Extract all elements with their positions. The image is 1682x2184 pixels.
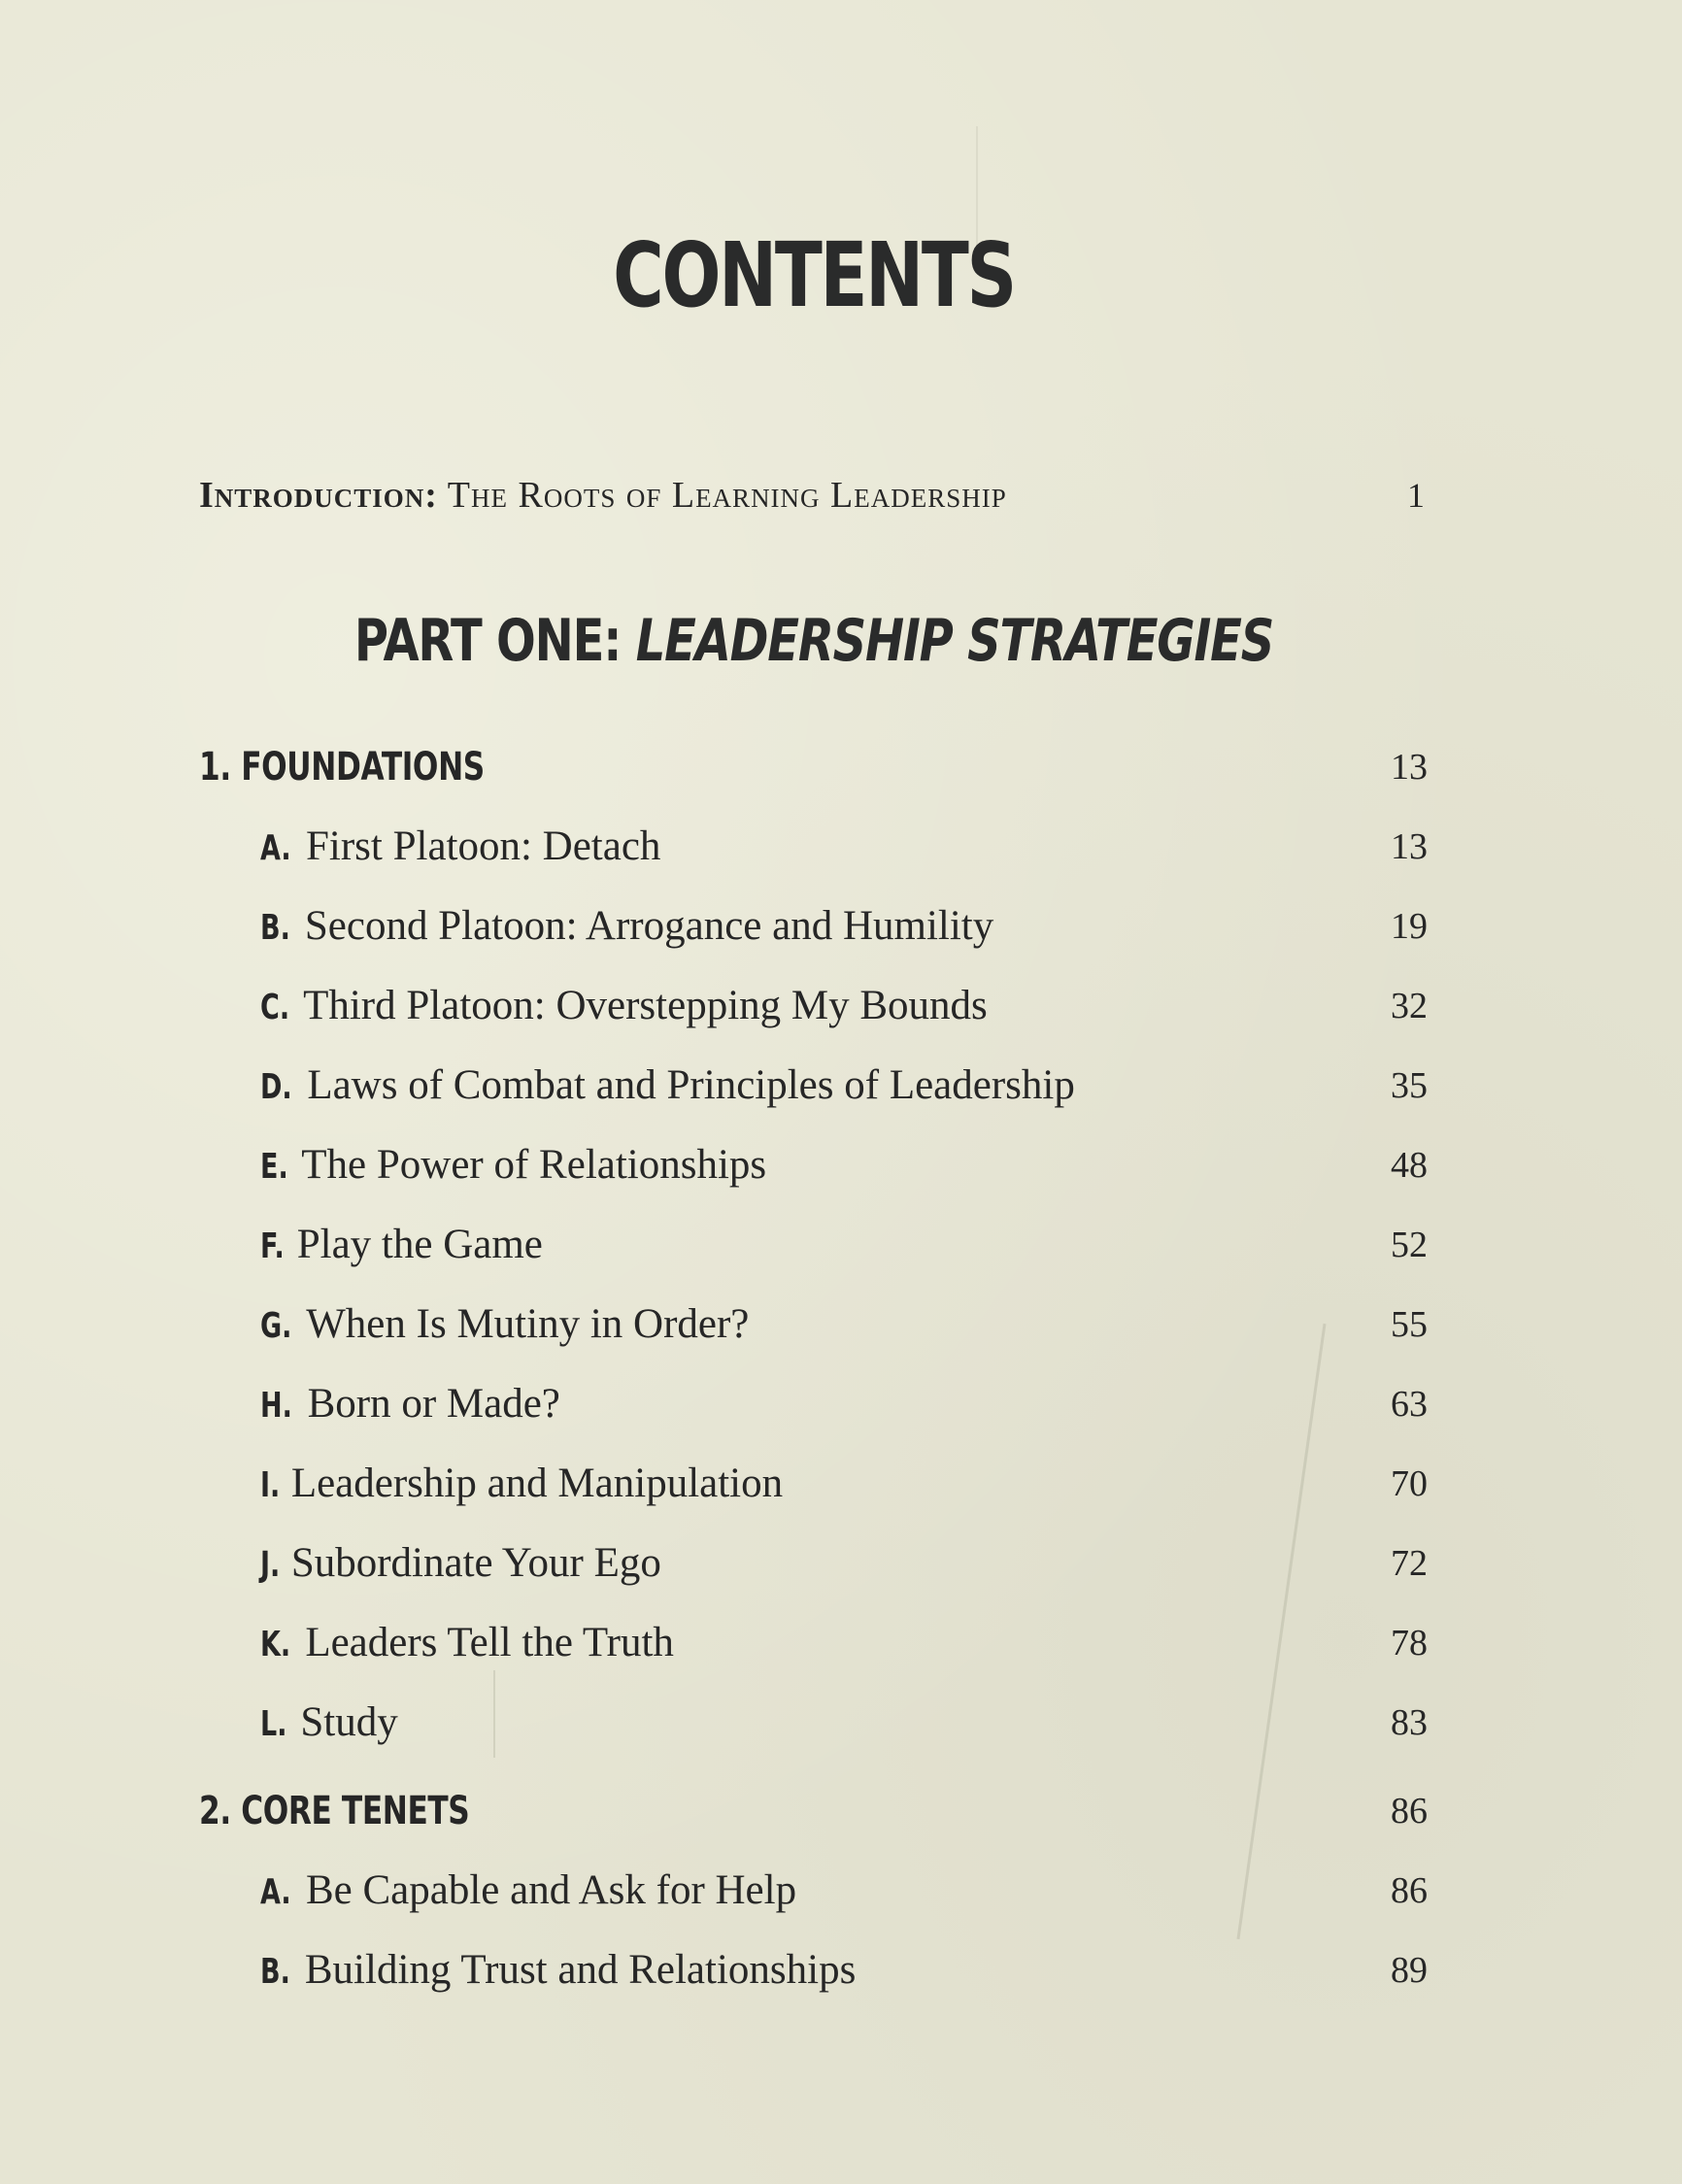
section-page-number: 89 xyxy=(1391,1950,1428,1991)
section-title: The Power of Relationships xyxy=(301,1142,767,1188)
section-page-number: 55 xyxy=(1391,1304,1428,1345)
section-letter: A. xyxy=(260,828,291,868)
toc-section xyxy=(260,1457,1428,1511)
part-heading-prefix: PART ONE: xyxy=(353,607,636,675)
page-title: CONTENTS xyxy=(613,223,1015,327)
chapter-label: 1. FOUNDATIONS xyxy=(199,745,485,790)
toc-introduction xyxy=(199,471,1425,520)
section-letter: B. xyxy=(260,908,290,948)
chapter-page-number: 86 xyxy=(1391,1791,1428,1831)
toc-section xyxy=(260,1696,1428,1750)
toc-section xyxy=(260,1377,1428,1431)
section-letter: E. xyxy=(260,1147,288,1187)
section-page-number: 13 xyxy=(1391,826,1428,867)
introduction-label-bold: Introduction: xyxy=(199,475,438,516)
section-page-number: 52 xyxy=(1391,1225,1428,1265)
section-letter: A. xyxy=(260,1872,291,1912)
section-page-number: 78 xyxy=(1391,1623,1428,1663)
toc-section xyxy=(260,1218,1428,1272)
section-letter: K. xyxy=(260,1625,291,1664)
section-title: Play the Game xyxy=(296,1222,543,1267)
section-title: Third Platoon: Overstepping My Bounds xyxy=(303,983,988,1028)
section-title: Be Capable and Ask for Help xyxy=(305,1867,797,1913)
section-letter: D. xyxy=(260,1067,292,1107)
section-letter: F. xyxy=(260,1226,285,1266)
section-page-number: 86 xyxy=(1391,1870,1428,1911)
section-letter: I. xyxy=(260,1465,281,1505)
section-title: Second Platoon: Arrogance and Humility xyxy=(304,903,994,949)
introduction-label xyxy=(199,475,1007,516)
toc-section xyxy=(260,1864,1428,1918)
introduction-label-rest: The Roots of Learning Leadership xyxy=(437,475,1007,516)
toc-section xyxy=(260,1297,1428,1352)
section-title: Laws of Combat and Principles of Leadership xyxy=(307,1062,1075,1108)
section-letter: B. xyxy=(260,1952,290,1992)
section-page-number: 35 xyxy=(1391,1065,1428,1106)
part-heading-name: LEADERSHIP STRATEGIES xyxy=(635,607,1274,675)
section-letter: L. xyxy=(260,1704,287,1744)
section-letter: C. xyxy=(260,988,290,1027)
toc-chapter xyxy=(199,1784,1428,1838)
toc-section xyxy=(260,1616,1428,1670)
section-title: First Platoon: Detach xyxy=(305,823,661,869)
section-page-number: 48 xyxy=(1391,1145,1428,1186)
section-title: Leadership and Manipulation xyxy=(290,1461,784,1506)
toc-section xyxy=(260,1058,1428,1113)
section-letter: H. xyxy=(260,1386,292,1426)
section-page-number: 83 xyxy=(1391,1702,1428,1743)
section-title: When Is Mutiny in Order? xyxy=(306,1301,750,1347)
section-page-number: 32 xyxy=(1391,986,1428,1026)
toc-section xyxy=(260,820,1428,874)
section-title: Study xyxy=(300,1699,398,1745)
chapter-page-number: 13 xyxy=(1391,747,1428,788)
toc-section xyxy=(260,1138,1428,1193)
section-letter: J. xyxy=(260,1545,281,1585)
section-letter: G. xyxy=(260,1306,292,1346)
section-page-number: 63 xyxy=(1391,1384,1428,1425)
toc-chapter xyxy=(199,740,1428,794)
toc-section xyxy=(260,1536,1428,1591)
toc-section xyxy=(260,1943,1428,1998)
section-page-number: 70 xyxy=(1391,1463,1428,1504)
toc-section xyxy=(260,899,1428,954)
toc-section xyxy=(260,979,1428,1033)
introduction-page-number: 1 xyxy=(1407,476,1425,515)
section-title: Subordinate Your Ego xyxy=(290,1540,661,1586)
section-title: Building Trust and Relationships xyxy=(304,1947,857,1993)
section-page-number: 72 xyxy=(1391,1543,1428,1584)
section-page-number: 19 xyxy=(1391,906,1428,947)
section-title: Leaders Tell the Truth xyxy=(305,1620,674,1665)
chapter-label: 2. CORE TENETS xyxy=(199,1789,470,1833)
part-heading xyxy=(163,607,1465,675)
section-title: Born or Made? xyxy=(307,1381,560,1427)
